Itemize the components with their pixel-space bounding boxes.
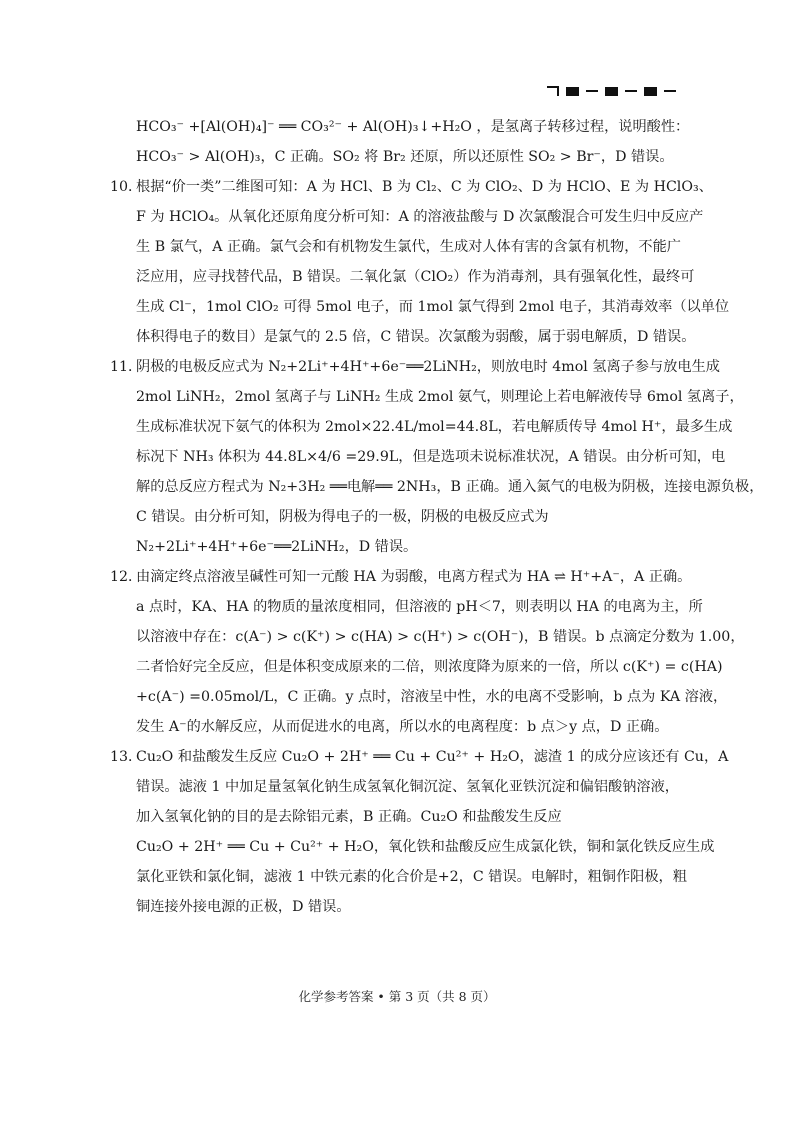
intro-paragraph: [110, 112, 690, 172]
dash-mark-icon: [586, 90, 598, 92]
item-line: 解的总反应方程式为 N₂+3H₂ ══电解══ 2NH₃，B 正确。通入氮气的电极为阴极，连接电源负极，: [136, 479, 764, 495]
item-line: C 错误。由分析可知，阴极为得电子的一极，阴极的电极反应式为: [136, 509, 549, 525]
item-line: Cu₂O + 2H⁺ ══ Cu + Cu²⁺ + H₂O，氧化铁和盐酸反应生成氯化铁，铜和氯化铁反应生成: [136, 839, 715, 855]
item-line: 由滴定终点溶液呈碱性可知一元酸 HA 为弱酸，电离方程式为 HA ⇌ H⁺+A⁻，A 正确。: [136, 569, 692, 585]
item-line: 铜连接外接电源的正极，D 错误。: [136, 899, 351, 915]
answer-item-10: [110, 172, 730, 352]
item-number: 12．: [110, 569, 143, 585]
item-line: 标况下 NH₃ 体积为 44.8L×4/6 =29.9L，但是选项未说标准状况，A 错误。由分析可知，电: [136, 449, 726, 465]
intro-line: HCO₃⁻ > Al(OH)₃，C 正确。SO₂ 将 Br₂ 还原，所以还原性 SO₂ > Br⁻，D 错误。: [136, 149, 674, 165]
item-line: 以溶液中存在：c(A⁻) > c(K⁺) > c(HA) > c(H⁺) > c(OH⁻)，B 错误。b 点滴定分数为 1.00，: [136, 629, 745, 645]
item-line: 生 B 氯气，A 正确。氯气会和有机物发生氯代，生成对人体有害的含氯有机物，不能广: [136, 239, 681, 255]
answer-item-12: [110, 562, 745, 742]
answer-item-13: [110, 742, 729, 922]
dash-mark-icon: [625, 90, 637, 92]
item-line: 氯化亚铁和氯化铜，滤液 1 中铁元素的化合价是+2，C 错误。电解时，粗铜作阳极，粗: [136, 869, 687, 885]
dash-mark-icon: [664, 90, 676, 92]
item-line: +c(A⁻) =0.05mol/L，C 正确。y 点时，溶液呈中性，水的电离不受影响，b 点为 KA 溶液，: [136, 689, 728, 705]
item-line: 体积得电子的数目）是氯气的 2.5 倍，C 错误。次氯酸为弱酸，属于弱电解质，D 错误。: [136, 329, 696, 345]
item-line: F 为 HClO₄。从氧化还原角度分析可知：A 的溶液盐酸与 D 次氯酸混合可发生归中反应产: [136, 209, 704, 225]
answer-item-11: [110, 352, 764, 562]
page-footer: 化学参考答案 • 第 3 页（共 8 页）: [298, 989, 496, 1004]
item-line: 2mol LiNH₂，2mol 氢离子与 LiNH₂ 生成 2mol 氨气，则理论上若电解液传导 6mol 氢离子，: [136, 389, 744, 405]
item-line: 发生 A⁻的水解反应，从而促进水的电离，所以水的电离程度：b 点＞y 点，D 正确。: [136, 719, 669, 735]
header-decoration: [547, 86, 680, 96]
square-mark-icon: [566, 87, 579, 96]
item-line: 二者恰好完全反应，但是体积变成原来的二倍，则浓度降为原来的一倍，所以 c(K⁺) = c(HA): [136, 659, 723, 675]
item-line: 根据“价一类”二维图可知：A 为 HCl、B 为 Cl₂、C 为 ClO₂、D 为 HClO、E 为 HClO₃、: [136, 179, 713, 195]
item-line: 泛应用，应寻找替代品，B 错误。二氧化氯（ClO₂）作为消毒剂，具有强氧化性，最终可: [136, 269, 695, 285]
item-number: 13．: [110, 749, 143, 765]
item-line: Cu₂O 和盐酸发生反应 Cu₂O + 2H⁺ ══ Cu + Cu²⁺ + H₂O，滤渣 1 的成分应该还有 Cu，A: [136, 749, 729, 765]
item-number: 11．: [110, 359, 143, 375]
item-number: 10．: [110, 179, 143, 195]
item-line: 加入氢氧化钠的目的是去除铝元素，B 正确。Cu₂O 和盐酸发生反应: [136, 809, 562, 825]
item-line: N₂+2Li⁺+4H⁺+6e⁻══2LiNH₂，D 错误。: [136, 539, 418, 555]
item-line: 错误。滤液 1 中加足量氢氧化钠生成氢氧化铜沉淀、氢氧化亚铁沉淀和偏铝酸钠溶液，: [136, 779, 679, 795]
item-line: 阴极的电极反应式为 N₂+2Li⁺+4H⁺+6e⁻══2LiNH₂，则放电时 4mol 氢离子参与放电生成: [136, 359, 720, 375]
item-line: 生成标准状况下氨气的体积为 2mol×22.4L/mol=44.8L，若电解质传导 4mol H⁺，最多生成: [136, 419, 733, 435]
item-line: a 点时，KA、HA 的物质的量浓度相同，但溶液的 pH＜7，则表明以 HA 的电离为主，所: [136, 599, 703, 615]
item-line: 生成 Cl⁻，1mol ClO₂ 可得 5mol 电子，而 1mol 氯气得到 2mol 电子，其消毒效率（以单位: [136, 299, 730, 315]
square-mark-icon: [605, 87, 618, 96]
answer-body: [110, 112, 764, 922]
intro-line: HCO₃⁻ +[Al(OH)₄]⁻ ══ CO₃²⁻ + Al(OH)₃↓+H₂O ，是氢离子转移过程，说明酸性：: [136, 119, 690, 135]
corner-mark-icon: [547, 86, 559, 96]
square-mark-icon: [644, 87, 657, 96]
